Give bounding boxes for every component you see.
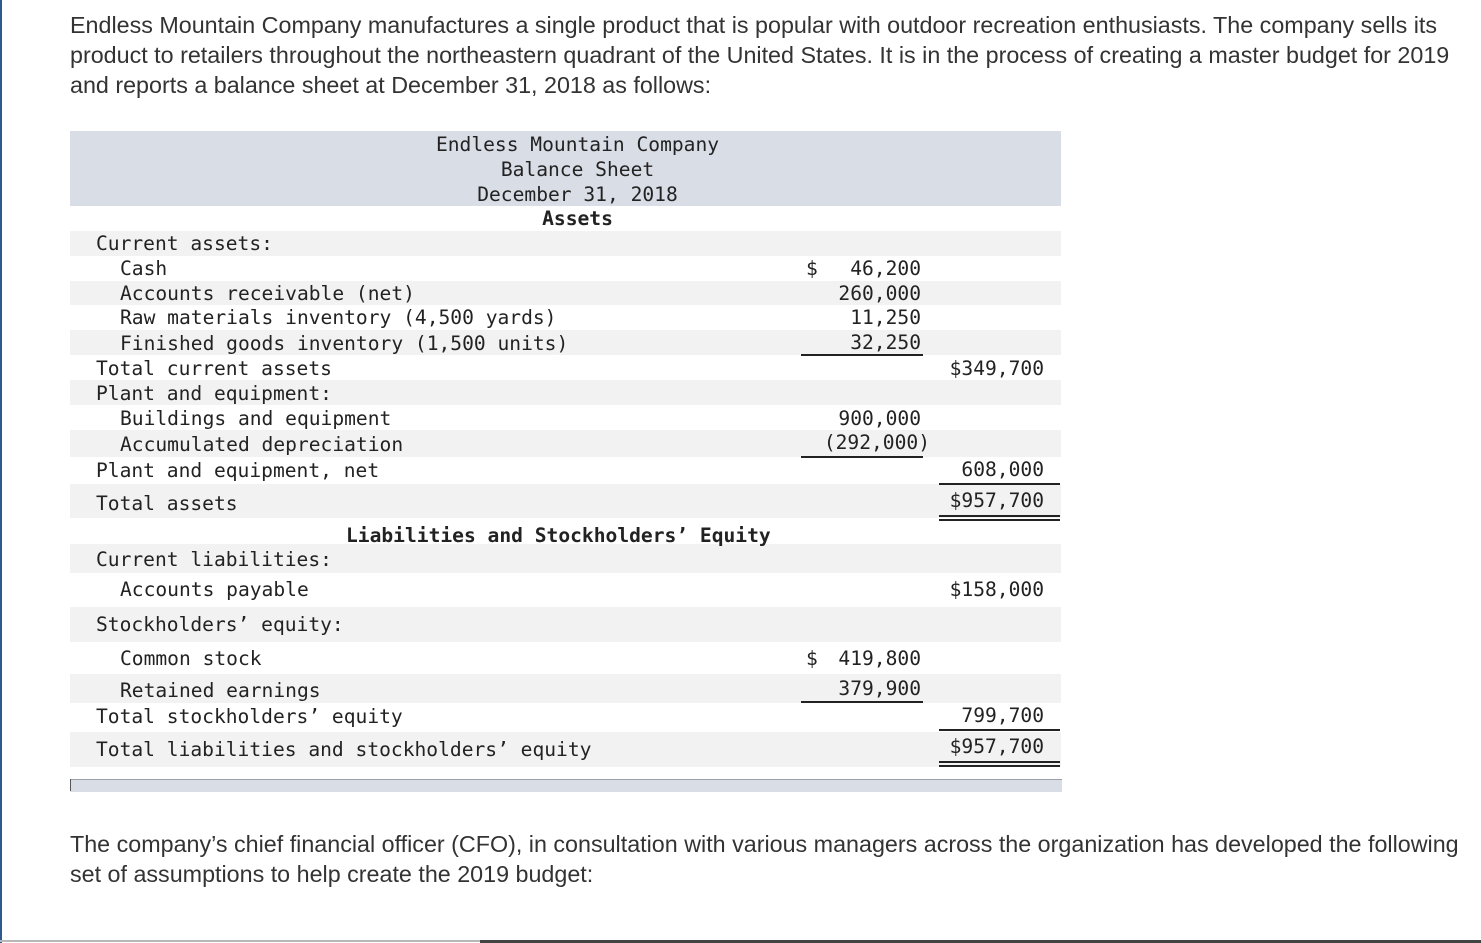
stockholders-equity-label: Stockholders’ equity: xyxy=(96,613,344,636)
plant-equipment-label: Plant and equipment: xyxy=(96,382,332,405)
double-underline-top xyxy=(939,515,1060,517)
subtotal-underline xyxy=(801,354,923,356)
liabilities-equity-heading: Liabilities and Stockholders’ Equity xyxy=(346,524,771,547)
plant-equipment-net-label: Plant and equipment, net xyxy=(96,459,380,482)
total-current-assets-value: $349,700 xyxy=(949,357,1044,380)
double-underline-top xyxy=(939,761,1060,763)
table-footer-bar xyxy=(70,779,1062,792)
raw-materials-value: 11,250 xyxy=(850,306,921,329)
cash-label: Cash xyxy=(120,257,168,280)
accumulated-depreciation-label: Accumulated depreciation xyxy=(120,433,404,456)
retained-earnings-label: Retained earnings xyxy=(120,679,321,702)
total-underline xyxy=(939,729,1060,731)
total-assets-value: $957,700 xyxy=(949,489,1044,512)
subtotal-underline xyxy=(801,456,923,458)
total-assets-label: Total assets xyxy=(96,492,238,515)
double-underline-bottom xyxy=(939,765,1060,767)
raw-materials-label: Raw materials inventory (4,500 yards) xyxy=(120,306,557,329)
statement-date: December 31, 2018 xyxy=(477,183,678,206)
finished-goods-value: 32,250 xyxy=(850,331,921,354)
current-assets-label: Current assets: xyxy=(96,232,273,255)
total-stockholders-equity-label: Total stockholders’ equity xyxy=(96,705,403,728)
common-stock-value: 419,800 xyxy=(838,647,921,670)
cash-value: 46,200 xyxy=(850,257,921,280)
buildings-equipment-value: 900,000 xyxy=(838,407,921,430)
company-name: Endless Mountain Company xyxy=(435,133,720,156)
assumptions-paragraph: The company’s chief financial officer (CFO), in consultation with various managers across the organization has developed the following set of assumptions to help create the 2019 budget: xyxy=(70,831,1459,887)
balance-sheet-table xyxy=(70,131,1061,791)
accounts-payable-value: $158,000 xyxy=(949,578,1044,601)
total-stockholders-equity-value: 799,700 xyxy=(961,704,1044,727)
common-stock-dollar-sign: $ xyxy=(806,647,818,670)
total-current-assets-label: Total current assets xyxy=(96,357,332,380)
statement-title: Balance Sheet xyxy=(500,158,655,181)
finished-goods-label: Finished goods inventory (1,500 units) xyxy=(120,332,569,355)
intro-paragraph: Endless Mountain Company manufactures a single product that is popular with outdoor recreation enthusiasts. The company sells its product to retailers throughout the northeastern quadrant of the United States. It is in the process of creating a master budget for 2019 and reports a balance sheet at December 31, 2018 as follows: xyxy=(70,12,1450,98)
accumulated-depreciation-value: (292,000) xyxy=(823,431,930,454)
accounts-receivable-value: 260,000 xyxy=(838,282,921,305)
table-footer-tick xyxy=(70,779,71,791)
cash-dollar-sign: $ xyxy=(806,257,818,280)
accounts-receivable-label: Accounts receivable (net) xyxy=(120,282,415,305)
current-liabilities-label: Current liabilities: xyxy=(96,548,332,571)
buildings-equipment-label: Buildings and equipment xyxy=(120,407,392,430)
total-liabilities-equity-label: Total liabilities and stockholders’ equity xyxy=(96,738,592,761)
plant-equipment-net-value: 608,000 xyxy=(961,458,1044,481)
common-stock-label: Common stock xyxy=(120,647,262,670)
left-border xyxy=(0,0,2,943)
double-underline-bottom xyxy=(939,519,1060,521)
total-liabilities-equity-value: $957,700 xyxy=(949,735,1044,758)
total-underline xyxy=(939,483,1060,485)
subtotal-underline xyxy=(801,701,923,703)
assets-heading: Assets xyxy=(542,207,613,230)
accounts-payable-label: Accounts payable xyxy=(120,578,309,601)
retained-earnings-value: 379,900 xyxy=(838,677,921,700)
